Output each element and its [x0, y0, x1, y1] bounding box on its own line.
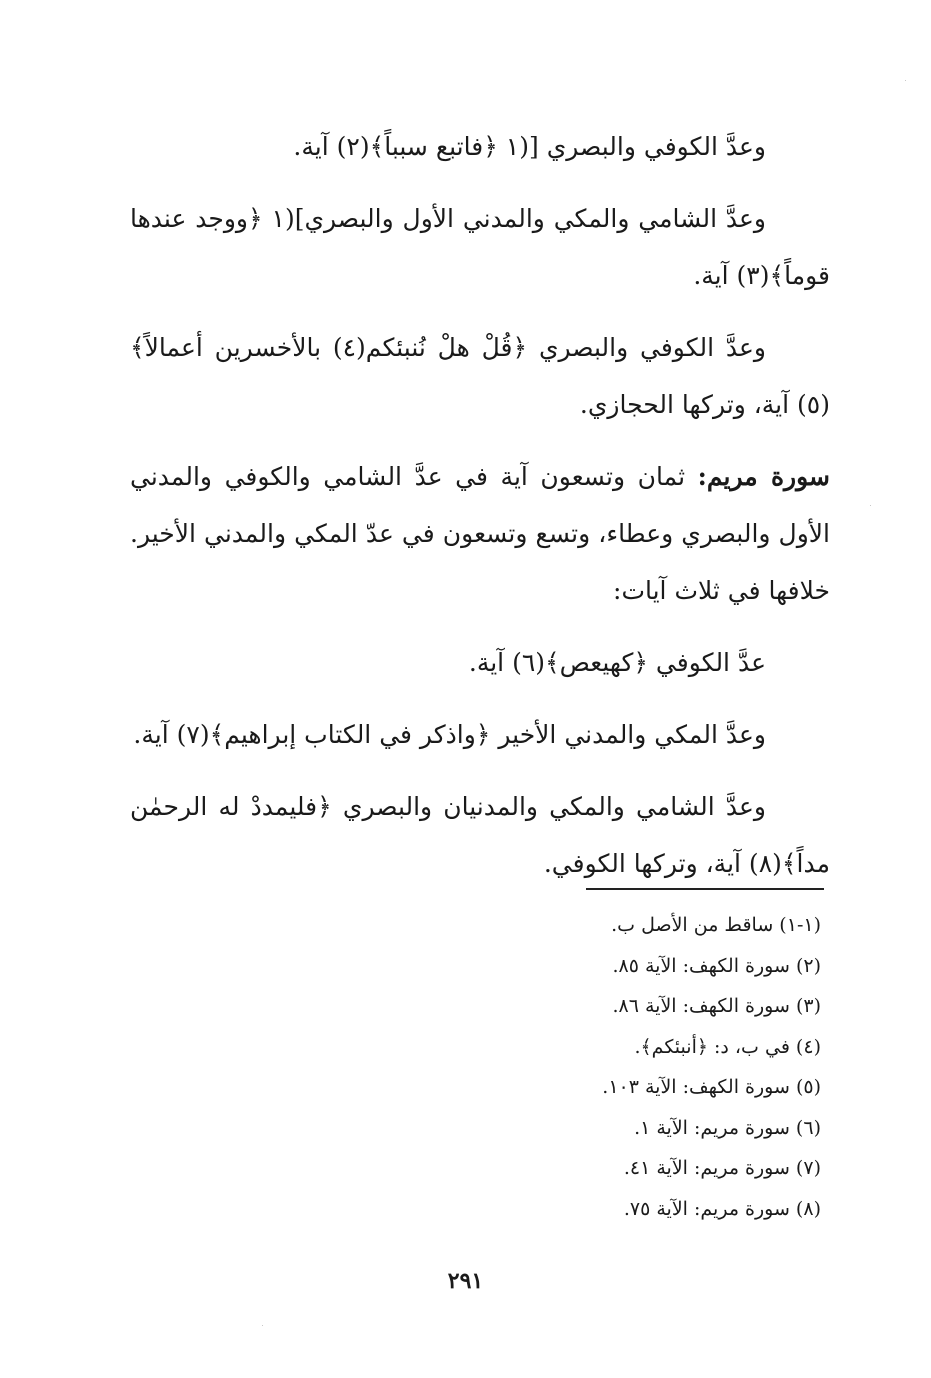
scan-speck [905, 80, 906, 81]
paragraph-text: وعدَّ الشامي والمكي والمدني الأول والبصري](١ ﴿ووجد عندها قوماً﴾(٣) آية. [130, 204, 830, 290]
paragraph-7 [130, 778, 830, 892]
paragraph-3 [130, 319, 830, 433]
footnote: (٥) سورة الكهف: الآية ١٠٣. [602, 1076, 821, 1098]
footnote: (١-١) ساقط من الأصل ب. [611, 914, 821, 936]
paragraph-2 [130, 190, 830, 304]
paragraph-text: وعدَّ الشامي والمكي والمدنيان والبصري ﴿فليمددْ له الرحمٰن مداً﴾(٨) آية، وتركها الكوفي. [130, 792, 830, 878]
footnote: (٨) سورة مريم: الآية ٧٥. [623, 1197, 821, 1220]
paragraph-1 [130, 118, 830, 175]
paragraph-text: وعدَّ الكوفي والبصري [(١ ﴿فاتبع سبباً﴾(٢) آية. [293, 132, 766, 161]
page-number: ٢٩١ [447, 1268, 484, 1294]
footnote: (٢) سورة الكهف: الآية ٨٥. [612, 954, 821, 977]
main-text [130, 118, 830, 907]
footnote: (٤) في ب، د: ﴿أنبئكم﴾. [634, 1035, 821, 1058]
scan-speck [262, 1325, 263, 1326]
paragraph-text: وعدَّ المكي والمدني الأخير ﴿واذكر في الكتاب إبراهيم﴾(٧) آية. [133, 720, 766, 749]
paragraph-text: عدَّ الكوفي ﴿كهيعص﴾(٦) آية. [468, 648, 766, 677]
scan-speck [870, 505, 871, 506]
footnotes [421, 905, 821, 1229]
paragraph-text: ثمان وتسعون آية في عدَّ الشامي والكوفي والمدني الأول والبصري وعطاء، وتسع وتسعون في عدّ المكي والمدني الأخير. خلافها في ثلاث آيات: [130, 462, 830, 605]
footnote: (٧) سورة مريم: الآية ٤١. [623, 1157, 821, 1179]
surah-heading: سورة مريم: [697, 462, 830, 491]
paragraph-text: وعدَّ الكوفي والبصري ﴿قُلْ هلْ نُنبئكم(٤) بالأخسرين أعمالاً﴾(٥) آية، وتركها الحجازي. [130, 333, 830, 419]
paragraph-6 [130, 706, 830, 763]
footnote: (٣) سورة الكهف: الآية ٨٦. [612, 995, 821, 1017]
paragraph-4 [130, 448, 830, 619]
footnote: (٦) سورة مريم: الآية ١. [634, 1116, 821, 1139]
paragraph-5 [130, 634, 830, 691]
footnote-divider [586, 888, 824, 890]
